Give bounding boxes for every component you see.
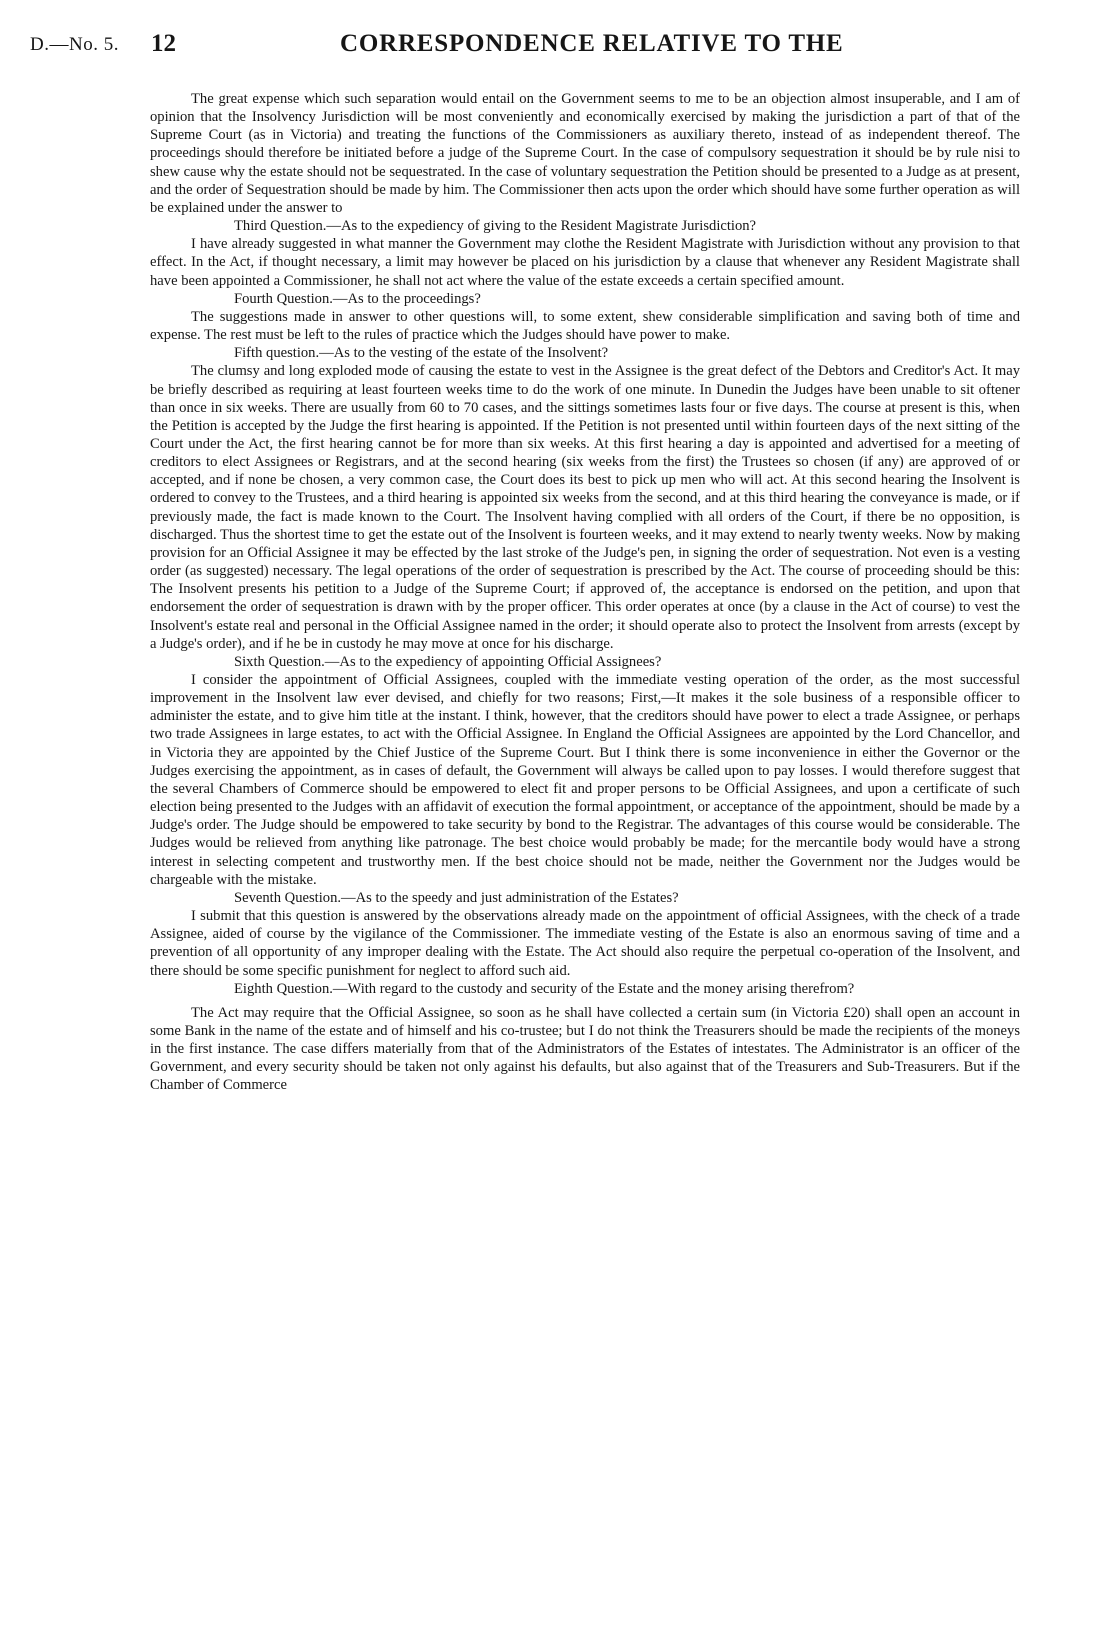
question-heading: Sixth Question.—As to the expediency of appointing Official Assignees? <box>234 653 662 670</box>
question-heading: Fourth Question.—As to the proceedings? <box>234 290 481 307</box>
question-heading: Fifth question.—As to the vesting of the estate of the Insolvent? <box>234 345 609 362</box>
document-reference: D.—No. 5. <box>30 34 119 55</box>
page-header <box>30 24 1020 64</box>
body-paragraph: The clumsy and long exploded mode of causing the estate to vest in the Assignee is the great defect of the Debtors and Creditor's Act. It may be briefly described as requiring at least fourteen weeks time to do the work of one minute. In Dunedin the Judges have been unable to sit oftener than once in six weeks. There are usually from 60 to 70 cases, and the sittings sometimes lasts four or five days. The course at present is this, when the Petition is accepted by the Judge the first hearing is appointed. If the Petition is not presented until within fourteen days of the next sitting of the Court under the Act, the first hearing cannot be for more than six weeks. At this first hearing a day is appointed and advertised for a meeting of creditors to elect Assignees or Registrars, and at the second hearing (six weeks from the first) the Trustees so chosen (if any) are approved of or accepted, and if none be chosen, a very common case, the Court does its best to pick up men who will act. At this second hearing the Insolvent is ordered to convey to the Trustees, and a third hearing is appointed six weeks from the second, and at this third hearing the conveyance is made, or if previously made, the fact is made known to the Court. The Insolvent having complied with all orders of the Court, if there be no opposition, is discharged. Thus the shortest time to get the estate out of the Insolvent is fourteen weeks, and it may extend to nearly twenty weeks. Now by making provision for an Official Assignee it may be effected by the last stroke of the Judge's pen, in signing the order of sequestration. Not even is a vesting order (as suggested) necessary. The legal operations of the order of sequestration is prescribed by the Act. The course of proceeding should be this: The Insolvent presents his petition to a Judge of the Supreme Court; if approved of, the acceptance is endorsed on the petition, and upon that endorsement the order of sequestration is drawn with by the proper officer. This order operates at once (by a clause in the Act of course) to vest the Insolvent's estate real and personal in the Official Assignee named in the order; it should operate also to protect the Insolvent from arrests (except by a Judge's order), and if he be in custody he may move at once for his discharge. <box>150 363 1020 652</box>
page-number: 12 <box>151 30 176 57</box>
running-title: CORRESPONDENCE RELATIVE TO THE <box>340 30 844 57</box>
body-paragraph: I have already suggested in what manner the Government may clothe the Resident Magistrate with Jurisdiction without any provision to that effect. In the Act, if thought necessary, a limit may however be placed on his jurisdiction by a clause that whenever any Resident Magistrate shall have been appointed a Commissioner, he shall not act where the value of the estate exceeds a certain specified amount. <box>150 236 1020 289</box>
body-text <box>150 90 1020 1095</box>
body-paragraph: I consider the appointment of Official Assignees, coupled with the immediate vesting operation of the order, as the most successful improvement in the Insolvent law ever devised, and chiefly for two reasons; First,—It makes it the sole business of a responsible officer to administer the estate, and to give him title at the instant. I think, however, that the creditors should have power to elect a trade Assignee, or perhaps two trade Assignees in large estates, to act with the Official Assignee. In England the Official Assignees are appointed by the Lord Chancellor, and in Victoria they are appointed by the Chief Justice of the Supreme Court. But I think there is some inconvenience in either the Governor or the Judges exercising the appointment, as in cases of default, the Government will always be called upon to pay losses. I would therefore suggest that the several Chambers of Commerce should be empowered to elect fit and proper persons to be Official Assignees, and upon a certificate of such election being presented to the Judges with an affidavit of execution the formal appointment, or acceptance of the appointment, should be made by a Judge's order. The Judge should be empowered to take security by bond to the Registrar. The advantages of this course would be considerable. The Judges would be relieved from anything like patronage. The best choice would probably be made; for the mercantile body would have a strong interest in selecting competent and trustworthy men. If the best choice should not be made, neither the Government nor the Judges would be chargeable with the mistake. <box>150 672 1020 888</box>
body-paragraph: I submit that this question is answered by the observations already made on the appointment of official Assignees, with the check of a trade Assignee, aided of course by the vigilance of the Commissioner. The immediate vesting of the Estate is also an enormous saving of time and a prevention of all opportunity of any improper dealing with the Estate. The Act should also require the perpetual co-operation of the Insolvent, and there should be some specific punishment for neglect to afford such aid. <box>150 908 1020 979</box>
question-heading: Eighth Question.—With regard to the custody and security of the Estate and the money arising therefrom? <box>234 980 855 997</box>
body-paragraph: The great expense which such separation would entail on the Government seems to me to be an objection almost insuperable, and I am of opinion that the Insolvency Jurisdiction will be most conveniently and economically exercised by making the jurisdiction a part of that of the Supreme Court (as in Victoria) and treating the functions of the Commissioners as auxiliary thereto, instead of as independent thereof. The proceedings should therefore be initiated before a judge of the Supreme Court. In the case of compulsory sequestration it should be by rule nisi to shew cause why the estate should not be sequestrated. In the case of voluntary sequestration the Petition should be presented to a Judge as at present, and the order of Sequestration should be made by him. The Commissioner then acts upon the order which should have some further operation as will be explained under the answer to <box>150 91 1020 216</box>
body-paragraph: The suggestions made in answer to other questions will, to some extent, shew considerable simplification and saving both of time and expense. The rest must be left to the rules of practice which the Judges should have power to make. <box>150 308 1020 344</box>
question-heading: Seventh Question.—As to the speedy and just administration of the Estates? <box>234 889 679 906</box>
question-heading: Third Question.—As to the expediency of giving to the Resident Magistrate Jurisdiction? <box>234 218 757 235</box>
body-paragraph: The Act may require that the Official Assignee, so soon as he shall have collected a certain sum (in Victoria £20) shall open an account in some Bank in the name of the estate and of himself and his co-trustee; but I do not think the Treasurers should be made the recipients of the moneys in the first instance. The case differs materially from that of the Administrators of the Estates of intestates. The Administrator is an officer of the Government, and every security should be taken not only against his defaults, but also against that of the Treasurers and Sub-Treasurers. But if the Chamber of Commerce <box>150 1004 1020 1094</box>
